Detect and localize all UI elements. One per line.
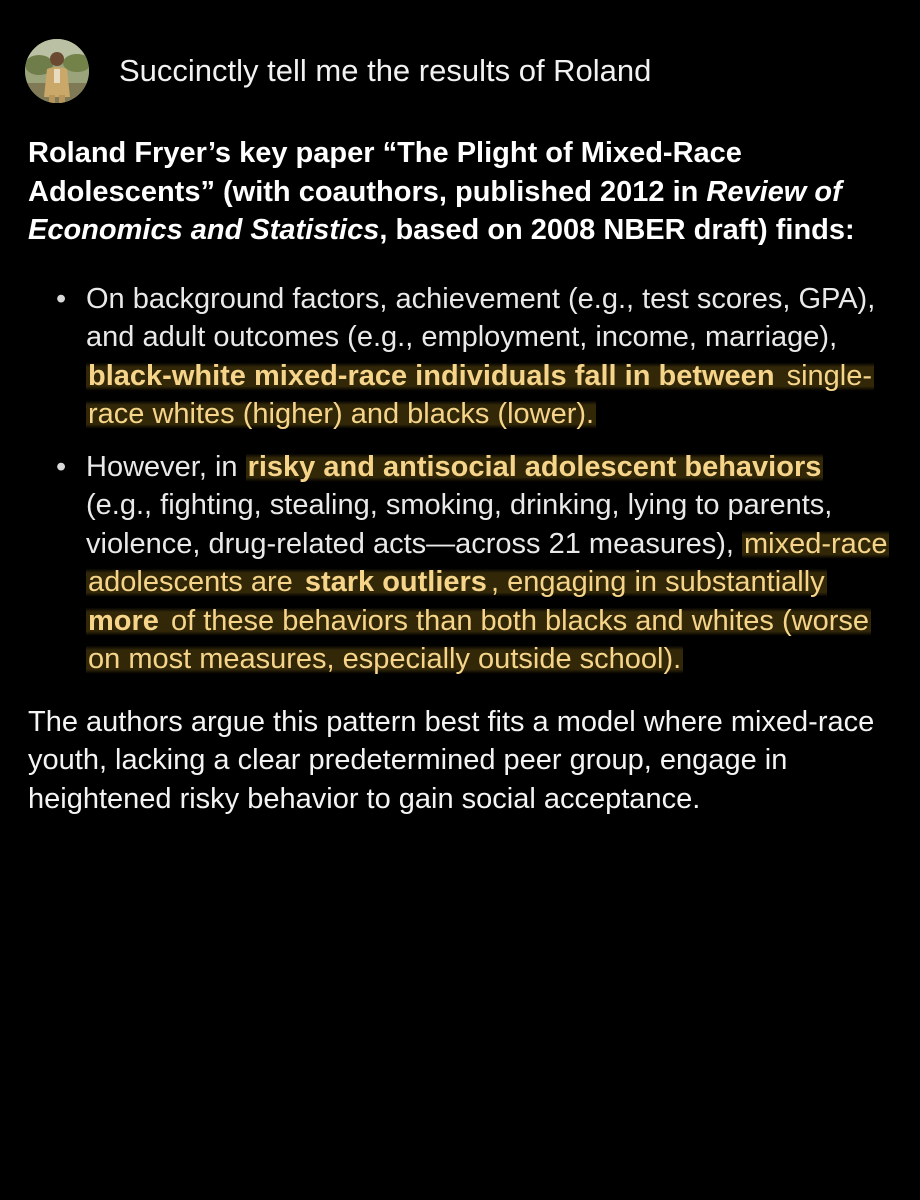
highlighted-text: of these behaviors than both blacks and whites (worse on most measures, especially outside school). (88, 604, 869, 675)
journal-name: Review of Economics and Statistics (28, 175, 842, 246)
finding-text: However, in (86, 450, 246, 483)
list-item (28, 448, 894, 679)
avatar-photo-icon (25, 39, 89, 103)
highlighted-bold-text: more (88, 604, 159, 637)
avatar[interactable] (25, 39, 89, 103)
list-item (28, 280, 894, 434)
highlighted-text: mixed-race adolescents are (88, 527, 888, 598)
finding-text: On background factors, achievement (e.g., test scores, GPA), and adult outcomes (e.g., employment, income, marriage), (86, 282, 876, 353)
findings-list (28, 280, 894, 679)
finding-text: (e.g., fighting, stealing, smoking, drinking, lying to parents, violence, drug-related acts—across 21 measures), (86, 489, 833, 560)
highlighted-bold-text: stark outliers (304, 566, 487, 598)
highlighted-text: , engaging in substantially (490, 566, 825, 598)
answer-intro (28, 134, 894, 250)
highlighted-text: single-race whites (higher) and blacks (lower). (88, 359, 873, 430)
highlighted-bold-text: risky and antisocial adolescent behaviors (247, 450, 822, 483)
intro-text-start: Roland Fryer’s key paper “The Plight of Mixed-Race Adolescents” (with coauthors, published 2012 in (28, 137, 742, 208)
assistant-answer (28, 134, 894, 818)
bullet-dot-icon: • (56, 282, 67, 315)
intro-text-end: , based on 2008 NBER draft) finds: (379, 214, 855, 246)
highlighted-bold-text: black-white mixed-race individuals fall in between (88, 359, 775, 392)
user-prompt (25, 39, 895, 103)
prompt-text: Succinctly tell me the results of Roland (119, 53, 652, 88)
bullet-dot-icon: • (56, 450, 67, 483)
answer-conclusion: The authors argue this pattern best fits a model where mixed-race youth, lacking a clear predetermined peer group, engage in heightened risky behavior to gain social acceptance. (28, 705, 875, 815)
